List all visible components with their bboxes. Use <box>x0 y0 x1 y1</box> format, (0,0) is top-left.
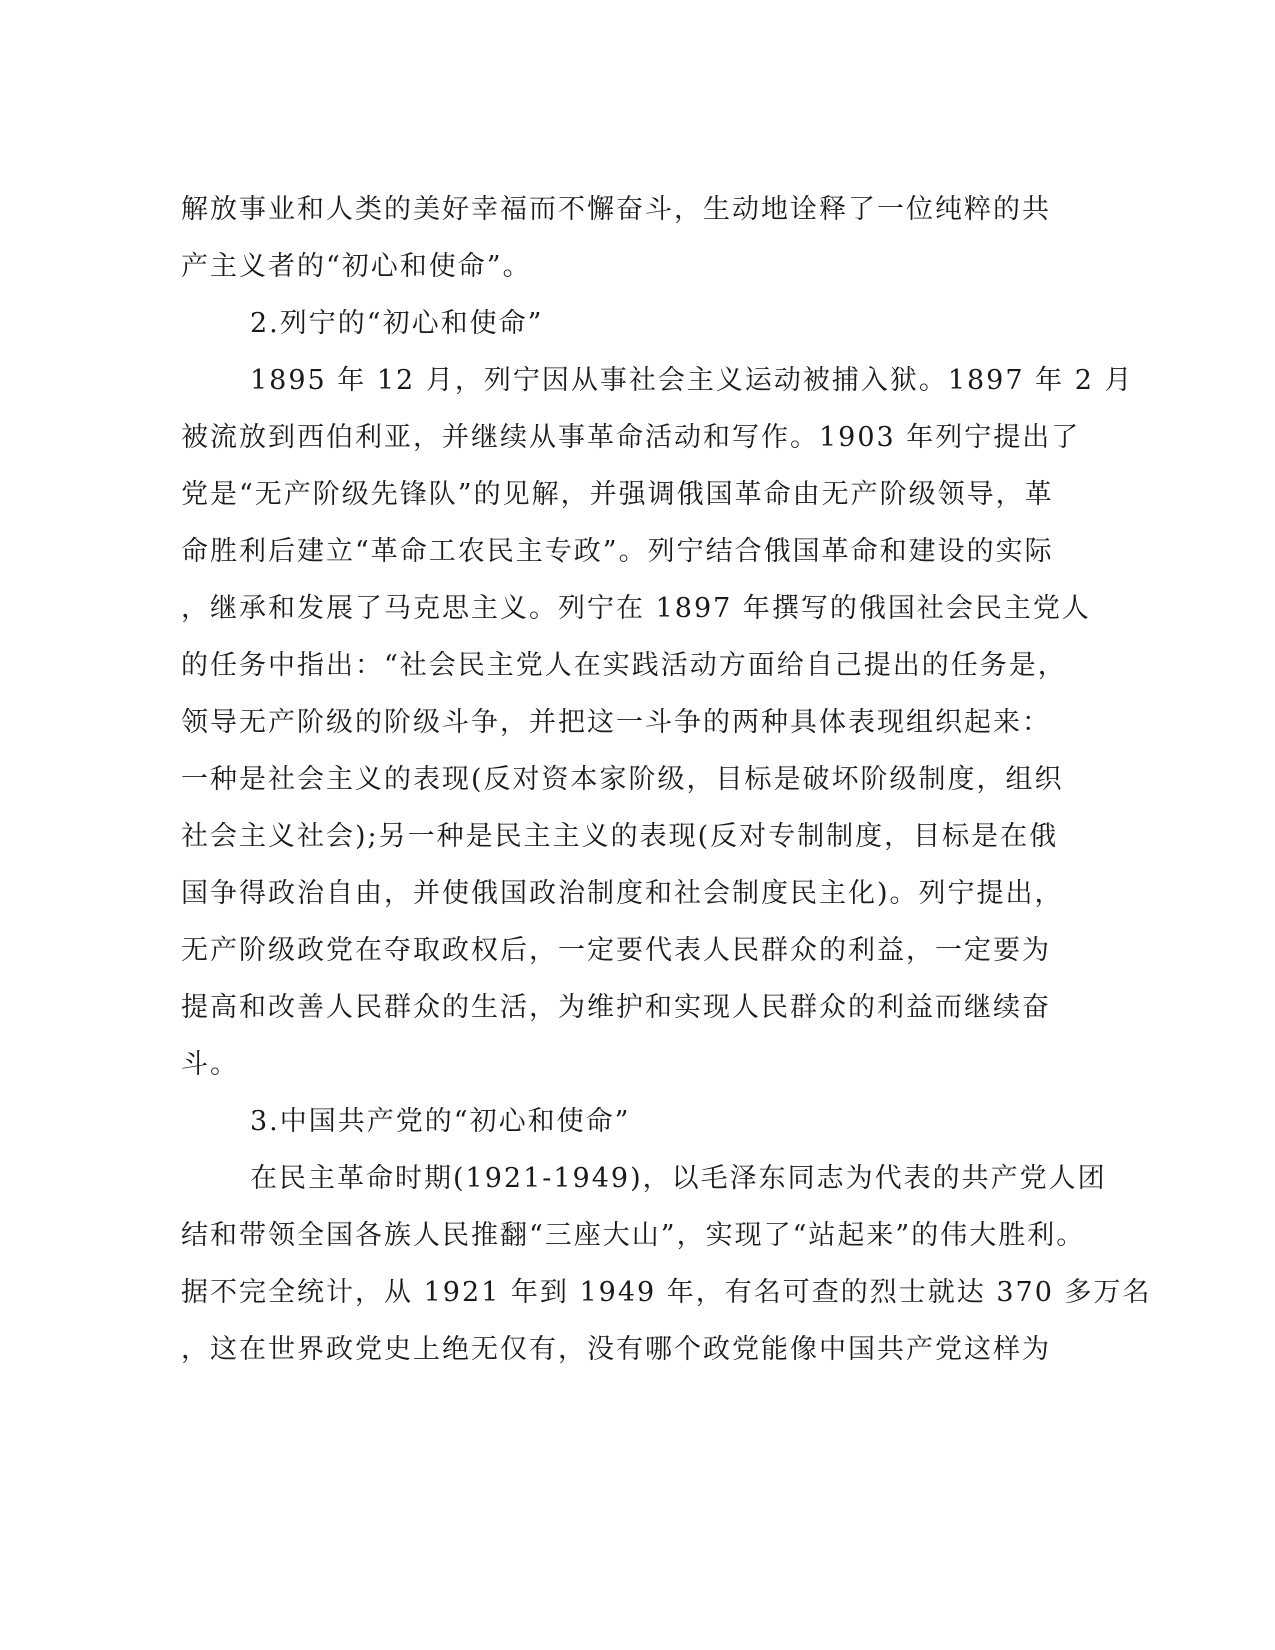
text-line: 命胜利后建立“革命工农民主专政”。列宁结合俄国革命和建设的实际 <box>181 536 1054 567</box>
text-line: 据不完全统计，从 1921 年到 1949 年，有名可查的烈士就达 370 多万名 <box>181 1277 1152 1308</box>
text-line: 领导无产阶级的阶级斗争，并把这一斗争的两种具体表现组织起来： <box>181 707 1051 738</box>
text-line: 1895 年 12 月，列宁因从事社会主义运动被捕入狱。1897 年 2 月 <box>250 365 1134 396</box>
text-line: 提高和改善人民群众的生活，为维护和实现人民群众的利益而继续奋 <box>181 992 1051 1023</box>
section-heading: 3.中国共产党的“初心和使命” <box>250 1106 631 1137</box>
text-line: 一种是社会主义的表现(反对资本家阶级，目标是破坏阶级制度，组织 <box>181 764 1064 795</box>
text-line: 社会主义社会);另一种是民主主义的表现(反对专制制度，目标是在俄 <box>181 821 1059 852</box>
text-line: 产主义者的“初心和使命”。 <box>181 251 532 282</box>
text-line: 结和带领全国各族人民推翻“三座大山”，实现了“站起来”的伟大胜利。 <box>181 1220 1086 1251</box>
text-line: 在民主革命时期(1921-1949)，以毛泽东同志为代表的共产党人团 <box>250 1163 1107 1194</box>
text-line: 国争得政治自由，并使俄国政治制度和社会制度民主化)。列宁提出， <box>181 878 1064 909</box>
text-line: ，这在世界政党史上绝无仅有，没有哪个政党能像中国共产党这样为 <box>181 1334 1051 1365</box>
text-line: 解放事业和人类的美好幸福而不懈奋斗，生动地诠释了一位纯粹的共 <box>181 194 1051 225</box>
text-line: 无产阶级政党在夺取政权后，一定要代表人民群众的利益，一定要为 <box>181 935 1051 966</box>
text-line: 党是“无产阶级先锋队”的见解，并强调俄国革命由无产阶级领导，革 <box>181 479 1054 510</box>
text-line: 被流放到西伯利亚，并继续从事革命活动和写作。1903 年列宁提出了 <box>181 422 1081 453</box>
text-line: 斗。 <box>181 1049 239 1080</box>
text-line: ，继承和发展了马克思主义。列宁在 1897 年撰写的俄国社会民主党人 <box>181 593 1091 624</box>
section-heading: 2.列宁的“初心和使命” <box>250 308 544 339</box>
text-line: 的任务中指出：“社会民主党人在实践活动方面给自己提出的任务是， <box>181 650 1067 681</box>
